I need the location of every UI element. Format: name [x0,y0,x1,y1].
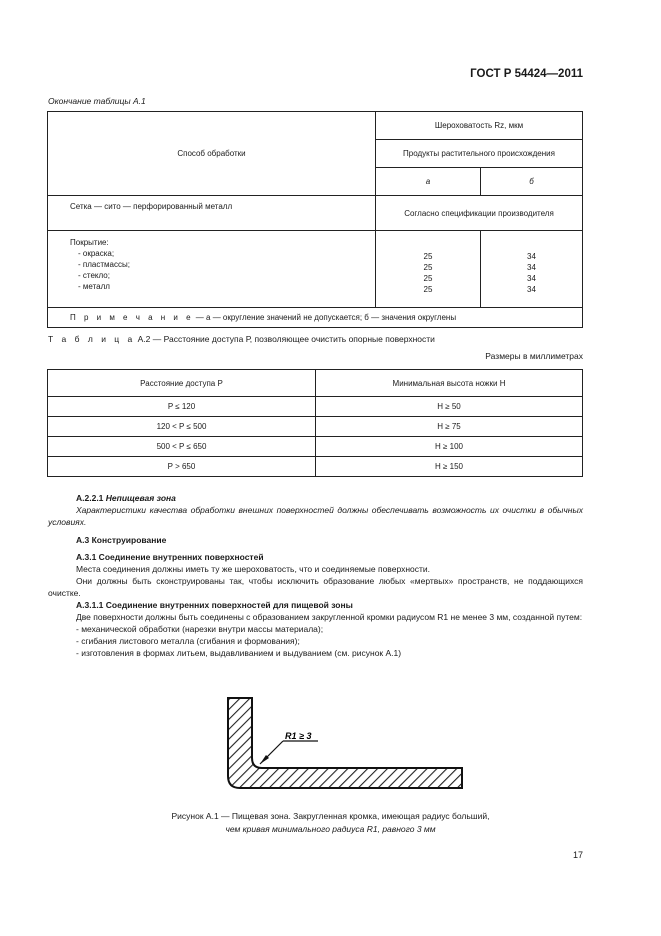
section-title: Непищевая зона [105,493,176,503]
row-coating-label [48,231,376,308]
header-method: Способ обработки [48,112,376,196]
value-a: 25 [423,285,433,294]
cell: H ≥ 100 [316,437,583,457]
text-block [48,492,583,659]
cell: H ≥ 150 [316,457,583,477]
col-header: Расстояние доступа Р [48,370,316,397]
coating-title: Покрытие: [70,238,109,247]
col-header: Минимальная высота ножки Н [316,370,583,397]
food-zone-figure [200,688,470,798]
row-mesh-value: Согласно спецификации производителя [376,196,583,231]
value-b: 34 [527,263,536,272]
note-prefix: П р и м е ч а н и е [70,313,194,322]
coating-item: - металл [78,282,110,291]
cell: 120 < P ≤ 500 [48,417,316,437]
header-col-a: а [376,168,481,196]
section-number: А.2.2.1 [76,493,104,503]
section-heading: А.3.1.1 Соединение внутренних поверхностей для пищевой зоны [76,600,353,610]
caption-line: чем кривая минимального радиуса R1, равного 3 мм [225,824,436,834]
caption-line: Рисунок А.1 — Пищевая зона. Закругленная кромка, имеющая радиус больший, [171,811,490,821]
cell: H ≥ 75 [316,417,583,437]
header-products: Продукты растительного происхождения [376,140,583,168]
radius-label: R1 ≥ 3 [285,731,312,741]
paragraph: Две поверхности должны быть соединены с образованием закругленной кромки радиусом R1 не менее 3 мм, созданной путем: [76,612,583,622]
value-a: 25 [423,274,433,283]
header-roughness: Шероховатость Rz, мкм [376,112,583,140]
angle-profile [228,698,462,788]
roughness-table [47,111,583,328]
value-b: 34 [527,285,536,294]
coating-values-b [481,231,583,308]
cell: 500 < P ≤ 650 [48,437,316,457]
list-item: - сгибания листового металла (сгибания и формования); [76,636,300,646]
note-text: — а — округление значений не допускается; б — значения округлены [193,313,457,322]
section-heading: А.3 Конструирование [76,535,167,545]
section-heading: А.3.1 Соединение внутренних поверхностей [76,552,264,562]
table2-title-text: А.2 — Расстояние доступа Р, позволяющее очистить опорные поверхности [135,334,435,344]
paragraph: Места соединения должны иметь ту же шероховатость, что и соединяемые поверхности. [76,564,431,574]
coating-item: - пластмассы; [78,260,130,269]
coating-item: - окраска; [78,249,115,258]
table2-title-prefix: Т а б л и ц а [48,334,136,344]
table-continuation-label: Окончание таблицы А.1 [48,96,146,106]
section-heading [48,492,583,504]
coating-item: - стекло; [78,271,110,280]
value-a: 25 [423,263,433,272]
paragraph: Они должны быть сконструированы так, чтобы исключить образование любых «мертвых» пространств, не поддающихся очистке. [48,576,583,598]
figure-caption [0,810,661,836]
header-col-b: б [481,168,583,196]
document-id: ГОСТ Р 54424—2011 [470,68,583,80]
list-item: - изготовления в формах литьем, выдавливанием и выдуванием (см. рисунок А.1) [76,648,402,658]
value-b: 34 [527,274,536,283]
access-distance-table [47,369,583,477]
list-item: - механической обработки (нарезки внутри массы материала); [76,624,324,634]
table-note [48,308,583,328]
page-number: 17 [572,850,583,860]
table2-title [48,333,435,345]
value-b: 34 [527,252,536,261]
cell: H ≥ 50 [316,397,583,417]
value-a: 25 [423,252,433,261]
cell: P > 650 [48,457,316,477]
table2-units: Размеры в миллиметрах [485,351,583,361]
cell: P ≤ 120 [48,397,316,417]
row-mesh-label: Сетка — сито — перфорированный металл [48,196,376,231]
coating-values-a [376,231,481,308]
paragraph: Характеристики качества обработки внешних поверхностей должны обеспечивать возможность их очистки в обычных условиях. [48,505,583,527]
